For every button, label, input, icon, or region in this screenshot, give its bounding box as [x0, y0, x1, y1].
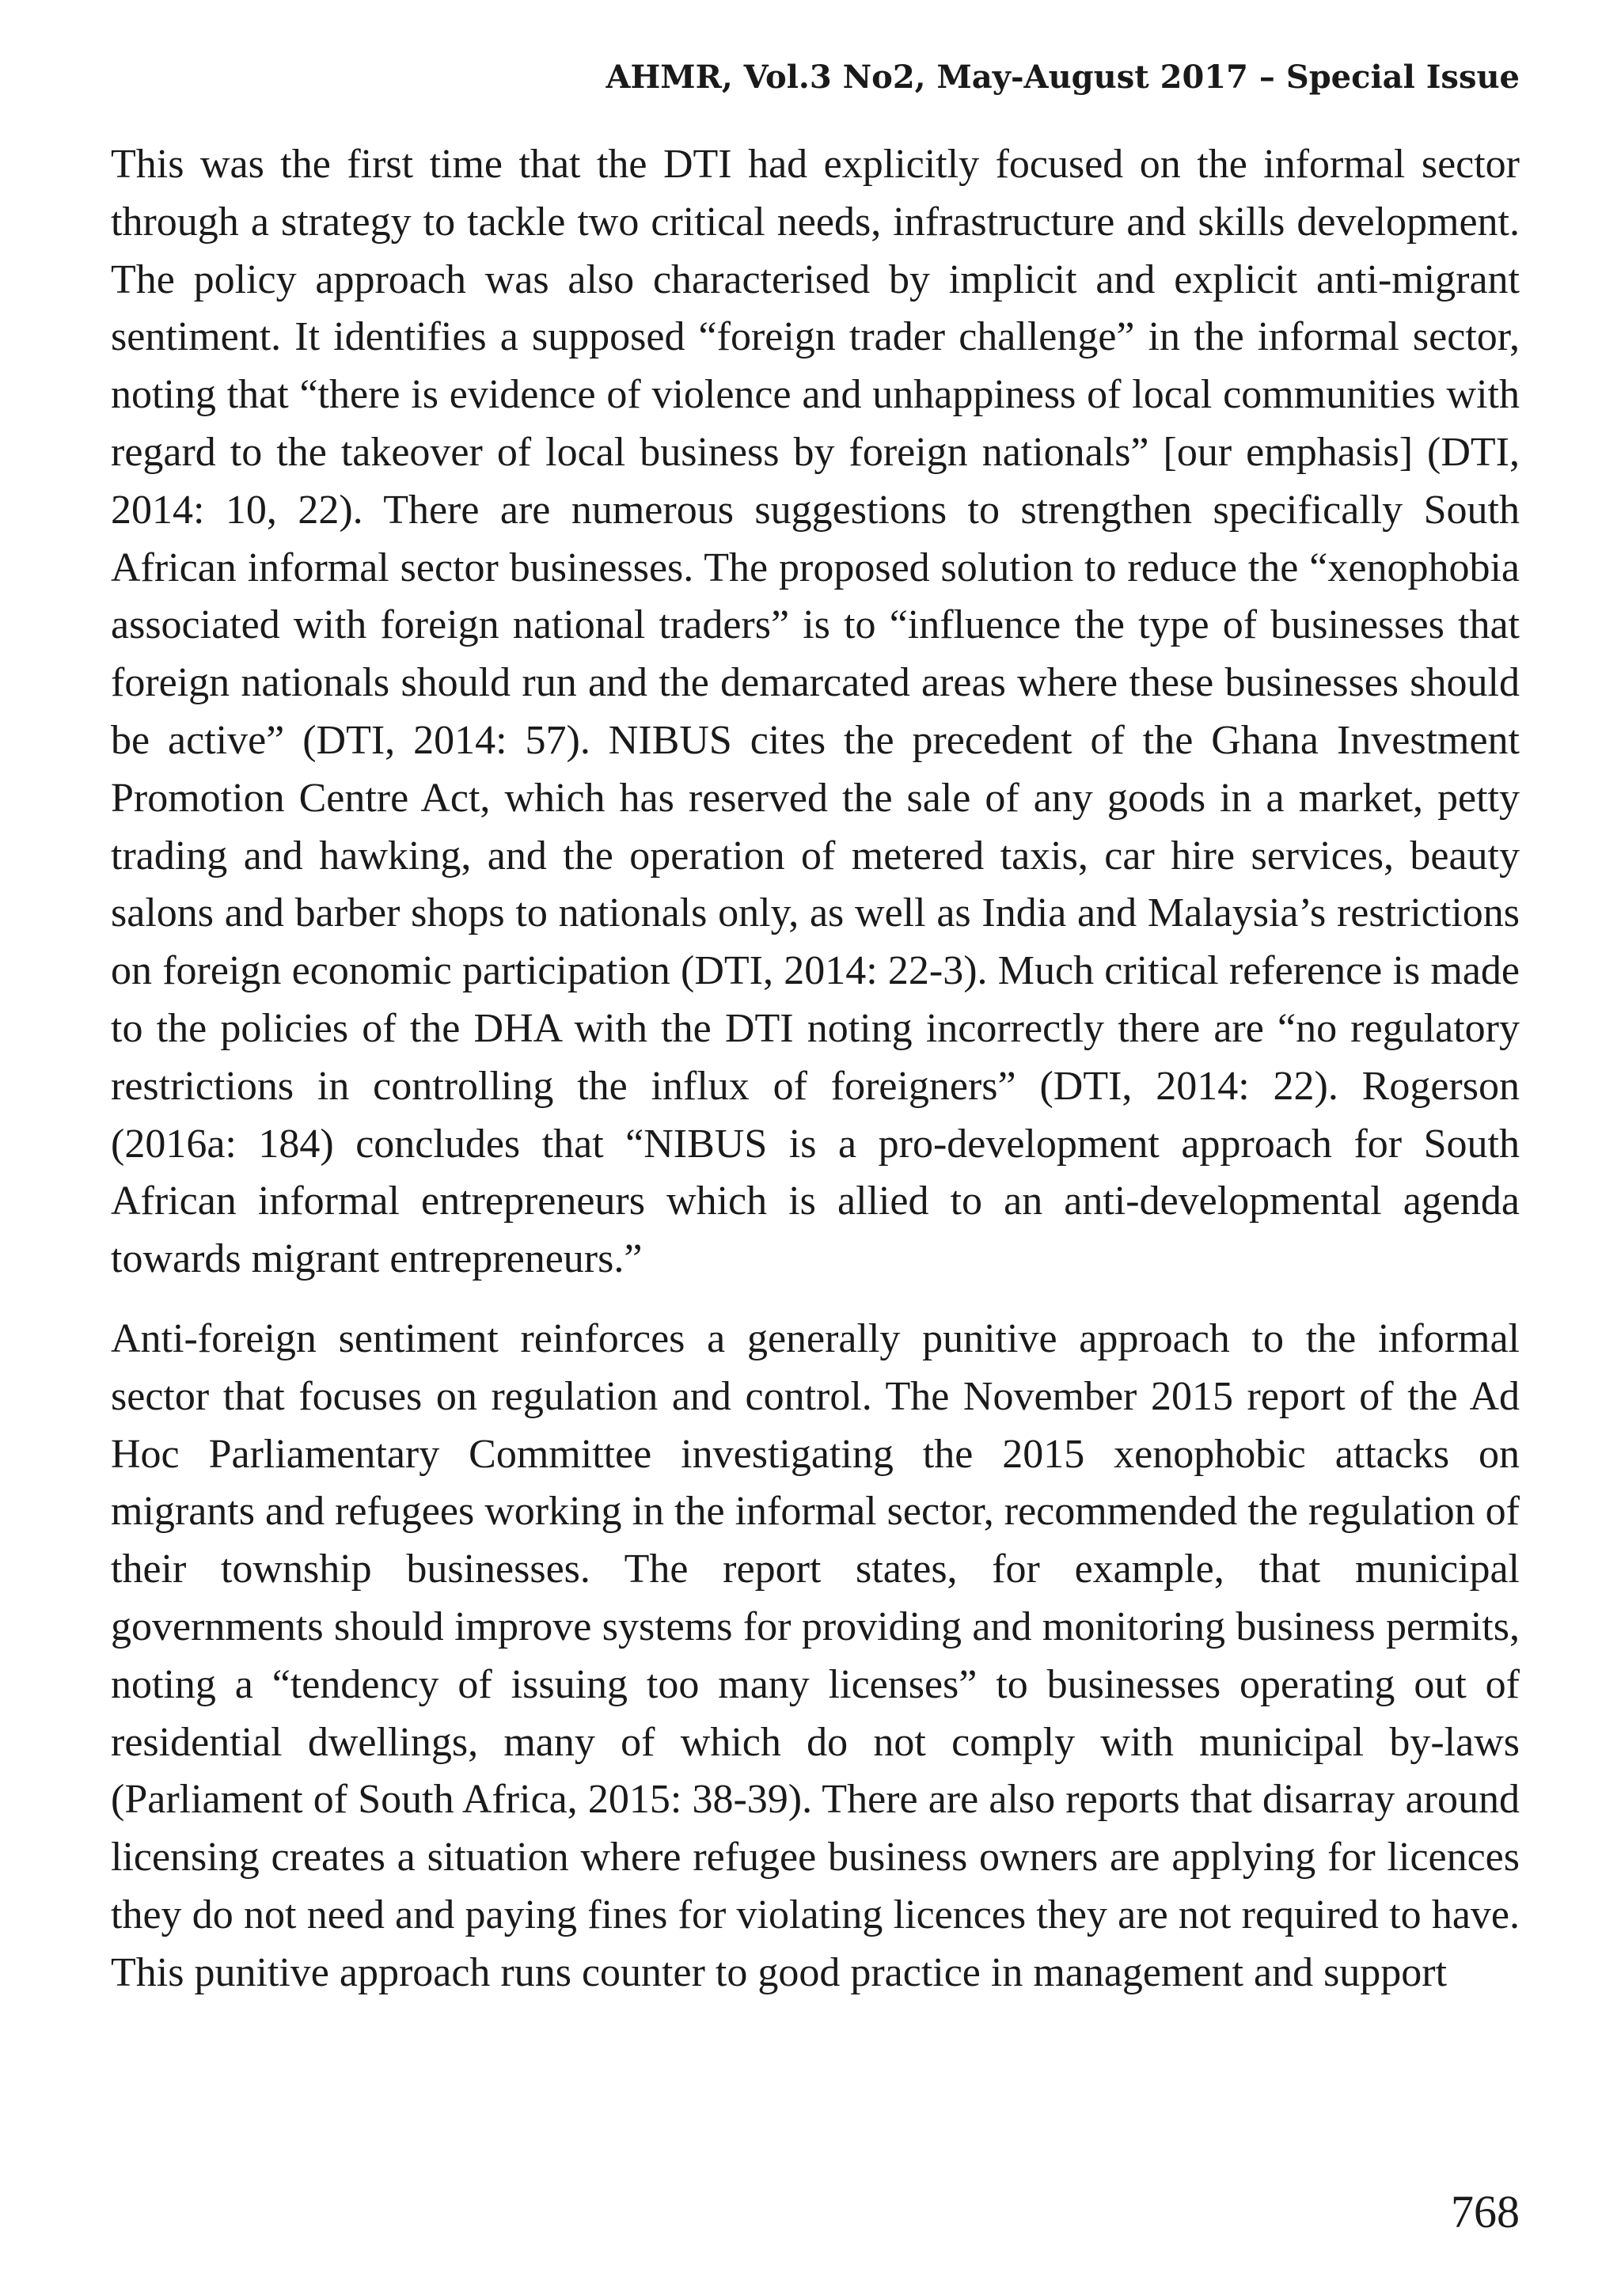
body-text — [111, 136, 1520, 2025]
page-number: 768 — [1451, 2186, 1520, 2237]
paragraph-2: Anti-foreign sentiment reinforces a generally punitive approach to the informal sector that focuses on regulation and control. The November 2015 report of the Ad Hoc Parliamentary Committee investigating the 2015 xenophobic attacks on migrants and refugees working in the informal sector, recommended the regulation of their township businesses. The report states, for example, that municipal governments should improve systems for providing and monitoring business permits, noting a “tendency of issuing too many licenses” to businesses operating out of residential dwellings, many of which do not comply with municipal by-laws (Parliament of South Africa, 2015: 38-39). There are also reports that disarray around licensing creates a situation where refugee business owners are applying for licences they do not need and paying fines for violating licences they are not required to have. This punitive approach runs counter to good practice in management and support — [111, 1315, 1520, 1995]
running-header: AHMR, Vol.3 No2, May-August 2017 – Special Issue — [606, 59, 1520, 96]
paragraph-1: This was the first time that the DTI had explicitly focused on the informal sector through a strategy to tackle two critical needs, infrastructure and skills development. The policy approach was also characterised by implicit and explicit anti-migrant sentiment. It identifies a supposed “foreign trader challenge” in the informal sector, noting that “there is evidence of violence and unhappiness of local communities with regard to the takeover of local business by foreign nationals” [our emphasis] (DTI, 2014: 10, 22). There are numerous suggestions to strengthen specifically South African informal sector businesses. The proposed solution to reduce the “xenophobia associated with foreign national traders” is to “influence the type of businesses that foreign nationals should run and the demarcated areas where these businesses should be active” (DTI, 2014: 57). NIBUS cites the precedent of the Ghana Investment Promotion Centre Act, which has reserved the sale of any goods in a market, petty trading and hawking, and the operation of metered taxis, car hire services, beauty salons and barber shops to nationals only, as well as India and Malaysia’s restrictions on foreign economic participation (DTI, 2014: 22-3). Much critical reference is made to the policies of the DHA with the DTI noting incorrectly there are “no regulatory restrictions in controlling the influx of foreigners” (DTI, 2014: 22). Rogerson (2016a: 184) concludes that “NIBUS is a pro-development approach for South African informal entrepreneurs which is allied to an anti-developmental agenda towards migrant entrepreneurs.” — [111, 142, 1520, 1282]
